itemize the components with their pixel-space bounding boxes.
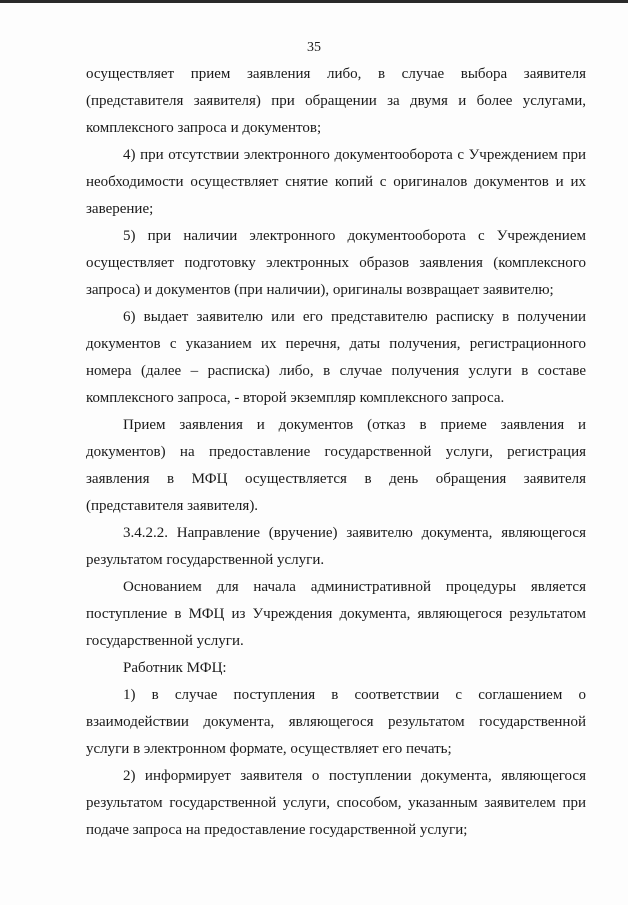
paragraph-2: 4) при отсутствии электронного документооборота с Учреждением при необходимости осуществляет снятие копий с оригиналов документов и их заверение; xyxy=(86,147,586,217)
paragraph-9: 1) в случае поступления в соответствии с соглашением о взаимодействии документа, являющегося результатом государственной услуги в электронном формате, осуществляет его печать; xyxy=(86,687,586,757)
scan-edge-rule xyxy=(0,0,628,3)
paragraph-1: осуществляет прием заявления либо, в случае выбора заявителя (представителя заявителя) при обращении за двумя и более услугами, комплексного запроса и документов; xyxy=(86,66,586,136)
document-body xyxy=(86,61,586,844)
paragraph-4: 6) выдает заявителю или его представителю расписку в получении документов с указанием их перечня, даты получения, регистрационного номера (далее – расписка) либо, в случае получения услуги в составе комплексного запроса, - второй экземпляр комплексного запроса. xyxy=(86,309,586,406)
paragraph-7: Основанием для начала административной процедуры является поступление в МФЦ из Учреждения документа, являющегося результатом государственной услуги. xyxy=(86,579,586,649)
paragraph-3: 5) при наличии электронного документооборота с Учреждением осуществляет подготовку электронных образов заявления (комплексного запроса) и документов (при наличии), оригиналы возвращает заявителю; xyxy=(86,228,586,298)
paragraph-6: 3.4.2.2. Направление (вручение) заявителю документа, являющегося результатом государственной услуги. xyxy=(86,525,586,568)
paragraph-10: 2) информирует заявителя о поступлении документа, являющегося результатом государственной услуги, способом, указанным заявителем при подаче запроса на предоставление государственной услуги; xyxy=(86,768,586,838)
paragraph-8: Работник МФЦ: xyxy=(123,660,227,676)
page-number: 35 xyxy=(307,40,321,55)
paragraph-5: Прием заявления и документов (отказ в приеме заявления и документов) на предоставление государственной услуги, регистрация заявления в МФЦ осуществляется в день обращения заявителя (представителя заявителя). xyxy=(86,417,586,514)
